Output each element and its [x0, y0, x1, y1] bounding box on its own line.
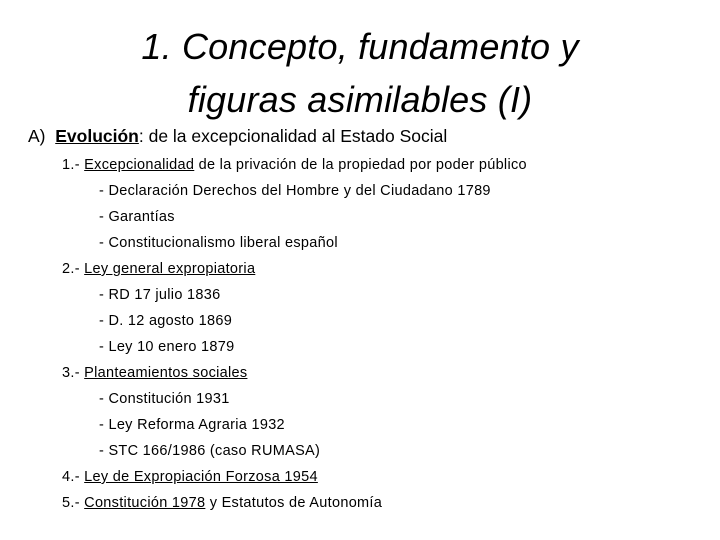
item-topic: Excepcionalidad	[84, 157, 195, 173]
section-heading	[28, 126, 447, 147]
list-item	[62, 468, 318, 486]
sub-item: - Declaración Derechos del Hombre y del Ciudadano 1789	[99, 183, 491, 199]
item-topic: Ley de Expropiación Forzosa 1954	[84, 469, 318, 485]
item-number: 5.-	[62, 495, 80, 511]
sub-item: - Constitución 1931	[99, 391, 230, 407]
heading-rest: : de la excepcionalidad al Estado Social	[138, 126, 448, 146]
sub-item: - Constitucionalismo liberal español	[99, 235, 338, 251]
item-topic: Constitución 1978	[84, 495, 206, 511]
item-number: 4.-	[62, 469, 80, 485]
heading-underlined: Evolución	[55, 126, 139, 146]
item-topic: Planteamientos sociales	[84, 365, 248, 381]
list-item	[62, 156, 527, 174]
item-number: 1.-	[62, 157, 80, 173]
slide-title	[60, 20, 660, 126]
item-rest: y Estatutos de Autonomía	[205, 495, 383, 511]
list-item	[62, 260, 255, 278]
heading-prefix: A)	[28, 126, 46, 146]
sub-item: - D. 12 agosto 1869	[99, 313, 233, 329]
sub-item: - RD 17 julio 1836	[99, 287, 221, 303]
item-rest: de la privación de la propiedad por poder público	[194, 157, 527, 173]
item-number: 3.-	[62, 365, 80, 381]
item-number: 2.-	[62, 261, 80, 277]
item-topic: Ley general expropiatoria	[84, 261, 256, 277]
sub-item: - STC 166/1986 (caso RUMASA)	[99, 443, 321, 459]
sub-item: - Ley Reforma Agraria 1932	[99, 417, 285, 433]
title-line-2: figuras asimilables (I)	[187, 79, 533, 120]
list-item	[62, 494, 382, 512]
list-item	[62, 364, 247, 382]
sub-item: - Ley 10 enero 1879	[99, 339, 235, 355]
sub-item: - Garantías	[99, 209, 175, 225]
title-line-1: 1. Concepto, fundamento y	[141, 26, 579, 67]
